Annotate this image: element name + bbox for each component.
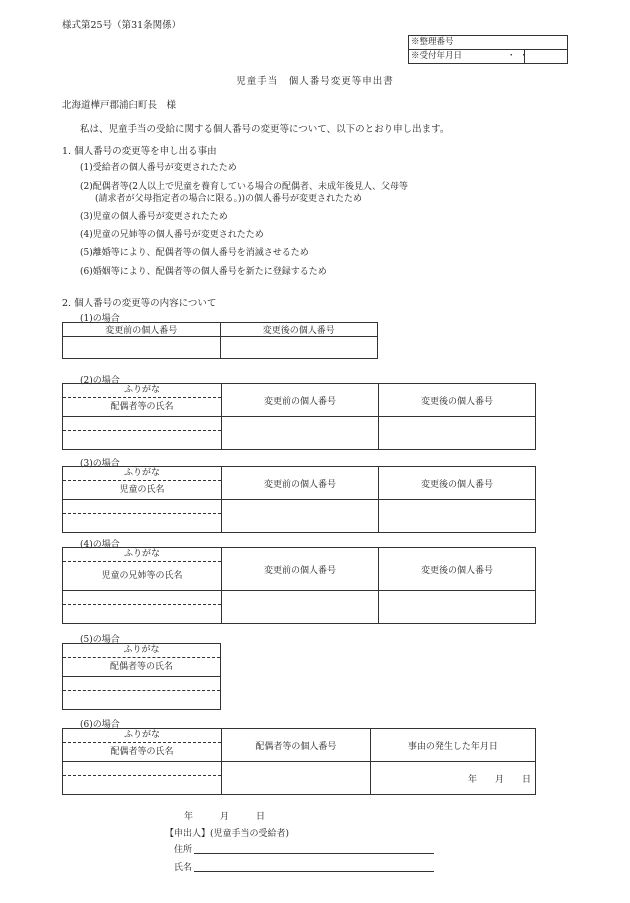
receipt-date-label: ※受付年月日 xyxy=(411,51,463,61)
reason-4: (4)児童の兄姉等の個人番号が変更されたため xyxy=(80,230,264,240)
case4-table xyxy=(62,547,536,624)
receipt-date-divider xyxy=(524,50,525,63)
applicant-heading: 【申出人】(児童手当の受給者) xyxy=(165,829,290,839)
section1-heading: 1. 個人番号の変更等を申し出る事由 xyxy=(62,146,217,157)
before-number-header: 変更前の個人番号 xyxy=(222,384,379,417)
child-name-field[interactable] xyxy=(63,500,222,533)
furigana-field[interactable] xyxy=(63,762,221,776)
after-number-header: 変更後の個人番号 xyxy=(379,467,536,500)
reason-6: (6)婚姻等により、配偶者等の個人番号を新たに登録するため xyxy=(80,267,327,277)
after-number-field[interactable] xyxy=(379,417,536,450)
name-field[interactable] xyxy=(194,871,434,872)
before-number-header: 変更前の個人番号 xyxy=(63,323,221,337)
reason-2-cont: (請求者が父母指定者の場合に限る。))の個人番号が変更されたため xyxy=(95,194,363,204)
reason-2: (2)配偶者等(2人以上で児童を養育している場合の配偶者、未成年後見人、父母等 xyxy=(80,182,408,192)
case2-label: (2)の場合 xyxy=(80,376,120,386)
before-number-field[interactable] xyxy=(222,591,379,624)
spouse-name-label: 配偶者等の氏名 xyxy=(110,402,174,412)
application-date: 年 月 日 xyxy=(184,812,266,822)
child-name-header xyxy=(63,467,222,500)
office-use-box xyxy=(408,35,568,64)
furigana-label: ふりがな xyxy=(63,384,221,398)
sibling-name-label: 児童の兄姉等の氏名 xyxy=(101,571,183,581)
before-number-header: 変更前の個人番号 xyxy=(222,467,379,500)
spouse-name-header xyxy=(63,644,221,677)
child-name-label: 児童の氏名 xyxy=(119,485,165,495)
after-number-field[interactable] xyxy=(220,337,378,359)
furigana-label: ふりがな xyxy=(63,644,220,658)
case5-label: (5)の場合 xyxy=(80,635,120,645)
case3-label: (3)の場合 xyxy=(80,459,120,469)
form-number: 様式第25号（第31条関係） xyxy=(62,20,182,31)
reason-5: (5)離婚等により、配偶者等の個人番号を消滅させるため xyxy=(80,248,309,258)
after-number-header: 変更後の個人番号 xyxy=(220,323,378,337)
case6-label: (6)の場合 xyxy=(80,720,120,730)
spouse-name-field[interactable] xyxy=(63,417,222,450)
after-number-field[interactable] xyxy=(379,591,536,624)
before-number-field[interactable] xyxy=(222,417,379,450)
furigana-label: ふりがな xyxy=(63,548,221,562)
case3-table xyxy=(62,466,536,533)
case6-table xyxy=(62,728,536,795)
spouse-number-field[interactable] xyxy=(222,762,371,795)
before-number-header: 変更前の個人番号 xyxy=(222,548,379,591)
section2-heading: 2. 個人番号の変更等の内容について xyxy=(62,298,217,309)
address-field[interactable] xyxy=(194,853,434,854)
reference-number-label: ※整理番号 xyxy=(411,37,454,47)
spouse-name-field[interactable] xyxy=(63,762,222,795)
intro-text: 私は、児童手当の受給に関する個人番号の変更等について、以下のとおり申し出ます。 xyxy=(80,124,450,135)
reason-3: (3)児童の個人番号が変更されたため xyxy=(80,212,228,222)
case1-label: (1)の場合 xyxy=(80,314,120,324)
sibling-name-field[interactable] xyxy=(63,591,222,624)
event-date-field[interactable] xyxy=(370,762,535,795)
furigana-field[interactable] xyxy=(63,500,221,514)
receipt-date-dots: ・・ xyxy=(507,51,533,61)
name-label: 氏名 xyxy=(174,863,193,873)
spouse-name-header xyxy=(63,384,222,417)
reference-number-row xyxy=(409,36,567,50)
before-number-field[interactable] xyxy=(222,500,379,533)
reason-1: (1)受給者の個人番号が変更されたため xyxy=(80,163,237,173)
sibling-name-header xyxy=(63,548,222,591)
case5-table xyxy=(62,643,221,710)
event-date-ymd: 年 月 日 xyxy=(467,774,531,785)
after-number-header: 変更後の個人番号 xyxy=(379,548,536,591)
case2-table xyxy=(62,383,536,450)
spouse-name-field[interactable] xyxy=(63,677,221,710)
receipt-date-row xyxy=(409,50,567,63)
before-number-field[interactable] xyxy=(63,337,221,359)
after-number-header: 変更後の個人番号 xyxy=(379,384,536,417)
furigana-field[interactable] xyxy=(63,677,220,691)
addressee: 北海道樺戸郡浦臼町長 様 xyxy=(62,100,177,111)
spouse-name-label: 配偶者等の氏名 xyxy=(109,662,173,672)
address-label: 住所 xyxy=(174,845,193,855)
event-date-header: 事由の発生した年月日 xyxy=(370,729,535,762)
case1-table xyxy=(62,322,378,359)
form-title: 児童手当 個人番号変更等申出書 xyxy=(236,76,394,87)
case4-label: (4)の場合 xyxy=(80,540,120,550)
furigana-field[interactable] xyxy=(63,591,221,605)
spouse-name-label: 配偶者等の氏名 xyxy=(110,747,174,757)
spouse-name-header xyxy=(63,729,222,762)
furigana-field[interactable] xyxy=(63,417,221,431)
furigana-label: ふりがな xyxy=(63,729,221,743)
after-number-field[interactable] xyxy=(379,500,536,533)
furigana-label: ふりがな xyxy=(63,467,221,481)
spouse-number-header: 配偶者等の個人番号 xyxy=(222,729,371,762)
